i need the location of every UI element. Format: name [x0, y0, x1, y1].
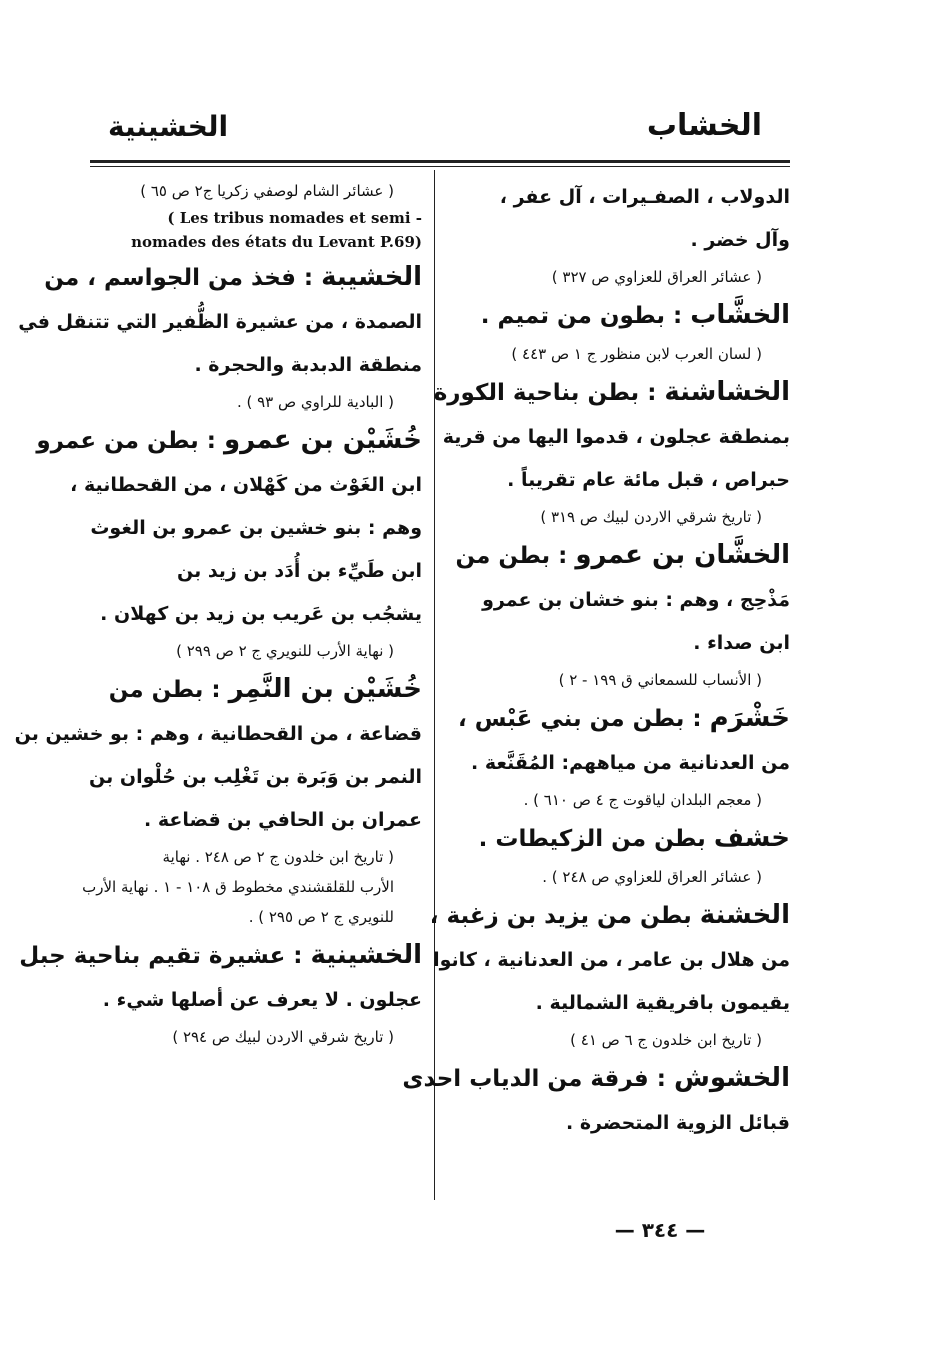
left-column — [14, 176, 422, 1052]
entry-text-line: يقيمون بافريقية الشمالية . — [535, 992, 790, 1014]
entry-text-line: قضاعة ، من القحطانية ، وهم : بو خشين بن — [14, 723, 422, 745]
entry-text-line: الدولاب ، الصفـيرات ، آل عفر ، — [499, 186, 790, 208]
entry-headword: الخشيبة — [321, 262, 422, 292]
entry-text-line: بمنطقة عجلون ، قدموا اليها من قرية — [442, 426, 790, 448]
entry-text-line: حبراص ، قبل مائة عام تقريباً . — [507, 469, 790, 491]
column-divider — [434, 170, 435, 1200]
entry-definition: : بطن من عمرو — [36, 428, 216, 454]
entry-text-line: الصمدة ، من عشيرة الظُّفير التي تتنقل في — [18, 311, 422, 333]
page-header-left-title: الخشينية — [108, 110, 229, 143]
entry-definition: : بطن بناحية الكورة — [433, 380, 657, 406]
entry-definition: بطن من يزيد بن زغبة ، — [429, 903, 692, 929]
source-citation: ( عشائر الشام لوصفي زكريا ج٢ ص ٦٥ ) — [140, 182, 394, 200]
header-rule-thick — [90, 160, 790, 163]
source-citation: ( نهاية الأرب للنويري ج ٢ ص ٢٩٩ ) — [176, 642, 394, 660]
entry-headword: الخشاشنة — [664, 377, 790, 407]
entry-definition: : بطن من بني عَبْس ، — [457, 706, 702, 732]
entry-headword: خُشَيْن بن عمرو — [224, 425, 422, 455]
entry-definition: : بطن من — [108, 677, 221, 703]
entry-headword: خَشْرَم — [709, 703, 790, 733]
source-citation: ( معجم البلدان لياقوت ج ٤ ص ٦١٠ ) . — [523, 791, 762, 809]
source-citation: ( تاريخ شرقي الاردن لبيك ص ٢٩٤ ) — [172, 1028, 394, 1046]
entry-definition: : فخذ من الجواسم ، من — [44, 265, 314, 291]
entry-heading-line — [450, 815, 790, 862]
source-citation: ( البادية للراوي ص ٩٣ ) . — [236, 393, 394, 411]
entry-heading-line — [450, 292, 790, 339]
entry-heading-line — [450, 532, 790, 579]
entry-headword: الخشينية — [310, 940, 422, 970]
entry-definition: : بطن من — [455, 543, 568, 569]
entry-text-line: النمر بن وَبَرة بن تَغْلِب بن حُلْوان بن — [89, 766, 422, 788]
entry-heading-line — [84, 666, 422, 713]
source-citation: ( لسان العرب لابن منظور ج ١ ص ٤٤٣ ) — [511, 345, 762, 363]
entry-heading-line — [44, 254, 422, 301]
entry-definition: : عشيرة تقيم بناحية جبل — [19, 943, 303, 969]
source-citation: الأرب للقلقشندي مخطوط ق ١٠٨ - ١ . نهاية الأرب — [82, 878, 394, 896]
page-number: — ٣٤٤ — — [614, 1218, 706, 1242]
entry-text-line: ابن طَيِّء بن أُدَد بن زيد بن — [176, 560, 422, 582]
source-citation: ( عشائر العراق للعزاوي ص ٢٤٨ ) . — [542, 868, 762, 886]
entry-text-line: من هلال بن عامر ، من العدنانية ، كانوا — [433, 949, 790, 971]
entry-headword: الخشَّاب — [690, 300, 790, 330]
entry-heading-line — [402, 1055, 790, 1102]
source-citation: ( تاريخ شرقي الاردن لبيك ص ٣١٩ ) — [540, 508, 762, 526]
entry-text-line: ابن الغَوْث من كَهْلان ، من القحطانية ، — [70, 474, 422, 496]
entry-heading-line — [433, 369, 790, 416]
entry-text-line: يشجُب بن عَريب بن زيد بن كهلان . — [100, 603, 422, 625]
entry-headword: الخشَّان بن عمرو — [575, 540, 790, 570]
entry-definition: بطن من الزكيطات . — [478, 826, 706, 852]
entry-heading-line — [450, 695, 790, 742]
entry-heading-line — [19, 932, 422, 979]
entry-definition: : بطون من تميم . — [480, 303, 683, 329]
source-citation: ( تاريخ ابن خلدون ج ٦ ص ٤١ ) — [570, 1031, 762, 1049]
source-citation: ( تاريخ ابن خلدون ج ٢ ص ٢٤٨ . نهاية — [162, 848, 394, 866]
right-column — [402, 176, 790, 1145]
entry-text-line: من العدنانية من مياههم: المُقَنَّعة . — [471, 752, 790, 774]
entry-text-line: ابن صداء . — [693, 632, 790, 654]
entry-definition: : فرقة من الدياب احدى — [402, 1066, 666, 1092]
latin-citation: nomades des états du Levant P.69) — [131, 233, 422, 251]
entry-headword: الخشنة — [699, 900, 790, 930]
entry-text-line: مَذْحِج ، وهم : بنو خشان بن عمرو — [482, 589, 790, 611]
entry-headword: خُشَيْن بن النَّمِر — [228, 674, 422, 704]
entry-text-line: قبائل الزوية المتحضرة . — [565, 1112, 790, 1134]
latin-citation: ( Les tribus nomades et semi - — [167, 209, 422, 227]
source-citation: ( الأنساب للسمعاني ق ١٩٩ - ٢ ) — [558, 671, 762, 689]
entry-text-line: عجلون . لا يعرف عن أصلها شيء . — [102, 989, 422, 1011]
entry-text-line: وآل خضر . — [690, 229, 790, 251]
entry-heading-line — [36, 417, 422, 464]
header-rule-thin — [90, 166, 790, 167]
entry-heading-line — [429, 892, 790, 939]
page-header-right-title: الخشاب — [646, 108, 762, 143]
entry-headword: الخشوش — [673, 1063, 790, 1093]
source-citation: ( عشائر العراق للعزاوي ص ٣٢٧ ) — [551, 268, 762, 286]
entry-headword: خشف — [713, 823, 790, 853]
entry-text-line: منطقة الدبدبة والحجرة . — [194, 354, 422, 376]
entry-text-line: وهم : بنو خشين بن عمرو بن الغوث — [90, 517, 422, 539]
source-citation: للنويري ج ٢ ص ٢٩٥ ) . — [248, 908, 394, 926]
entry-text-line: عمران بن الحافي بن قضاعة . — [144, 809, 422, 831]
